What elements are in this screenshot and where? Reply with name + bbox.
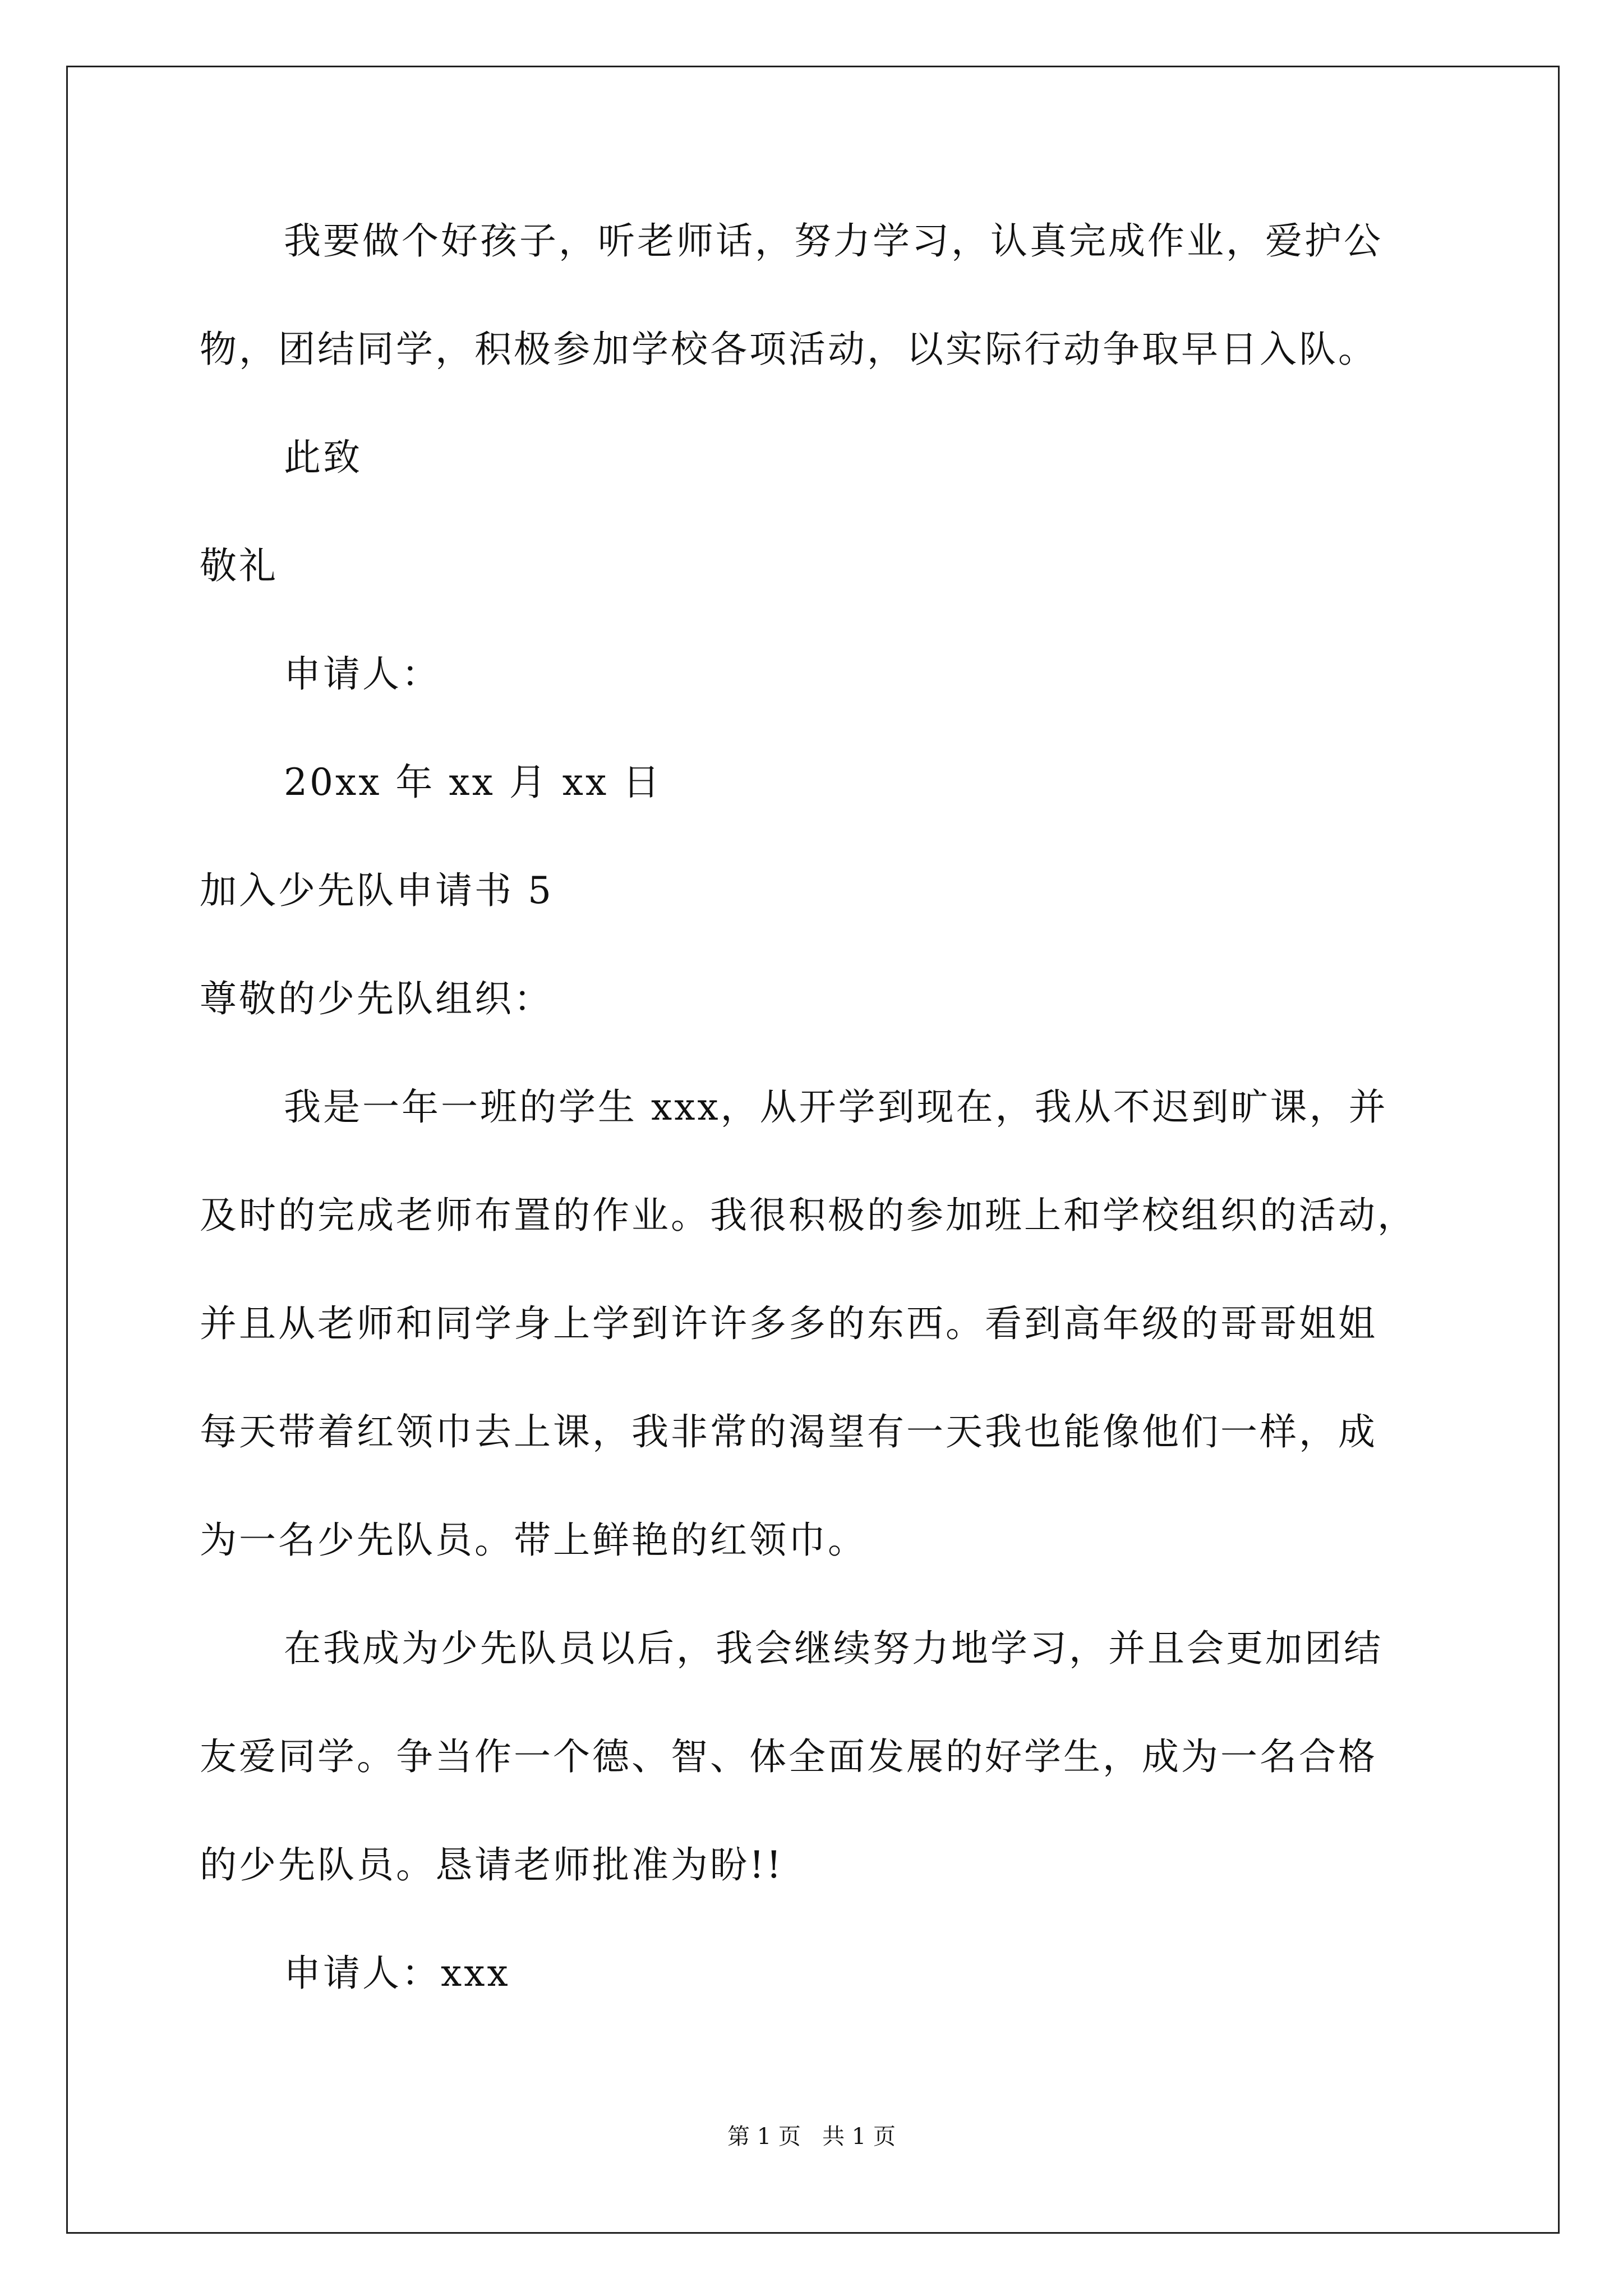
paragraph-line: 我是一年一班的学生 xxx，从开学到现在，我从不迟到旷课，并 xyxy=(284,1085,1388,1129)
closing-regards: 敬礼 xyxy=(200,544,278,587)
section-title: 加入少先队申请书 5 xyxy=(200,869,554,912)
date-line: 20xx 年 xx 月 xx 日 xyxy=(284,761,662,804)
applicant-signature: 申请人：xxx xyxy=(284,1952,510,1995)
greeting: 尊敬的少先队组织： xyxy=(200,977,553,1020)
page-footer: 第 1 页 共 1 页 xyxy=(727,2124,896,2150)
paragraph-line: 我要做个好孩子，听老师话，努力学习，认真完成作业，爱护公 xyxy=(284,219,1383,263)
paragraph-line: 在我成为少先队员以后，我会继续努力地学习，并且会更加团结 xyxy=(284,1627,1383,1670)
paragraph-line: 物，团结同学，积极参加学校各项活动，以实际行动争取早日入队。 xyxy=(200,328,1377,371)
paragraph-line: 友爱同学。争当作一个德、智、体全面发展的好学生，成为一名合格 xyxy=(200,1735,1377,1778)
applicant-label: 申请人： xyxy=(284,652,441,696)
paragraph-line: 及时的完成老师布置的作业。我很积极的参加班上和学校组织的活动， xyxy=(200,1194,1417,1237)
closing-salutation: 此致 xyxy=(284,436,362,479)
paragraph-line: 每天带着红领巾去上课，我非常的渴望有一天我也能像他们一样，成 xyxy=(200,1410,1377,1453)
page-border xyxy=(66,66,1560,2234)
paragraph-line: 的少先队员。恳请老师批准为盼!! xyxy=(200,1843,784,1887)
paragraph-line: 并且从老师和同学身上学到许许多多的东西。看到高年级的哥哥姐姐 xyxy=(200,1302,1377,1345)
paragraph-line: 为一名少先队员。带上鲜艳的红领巾。 xyxy=(200,1519,867,1562)
